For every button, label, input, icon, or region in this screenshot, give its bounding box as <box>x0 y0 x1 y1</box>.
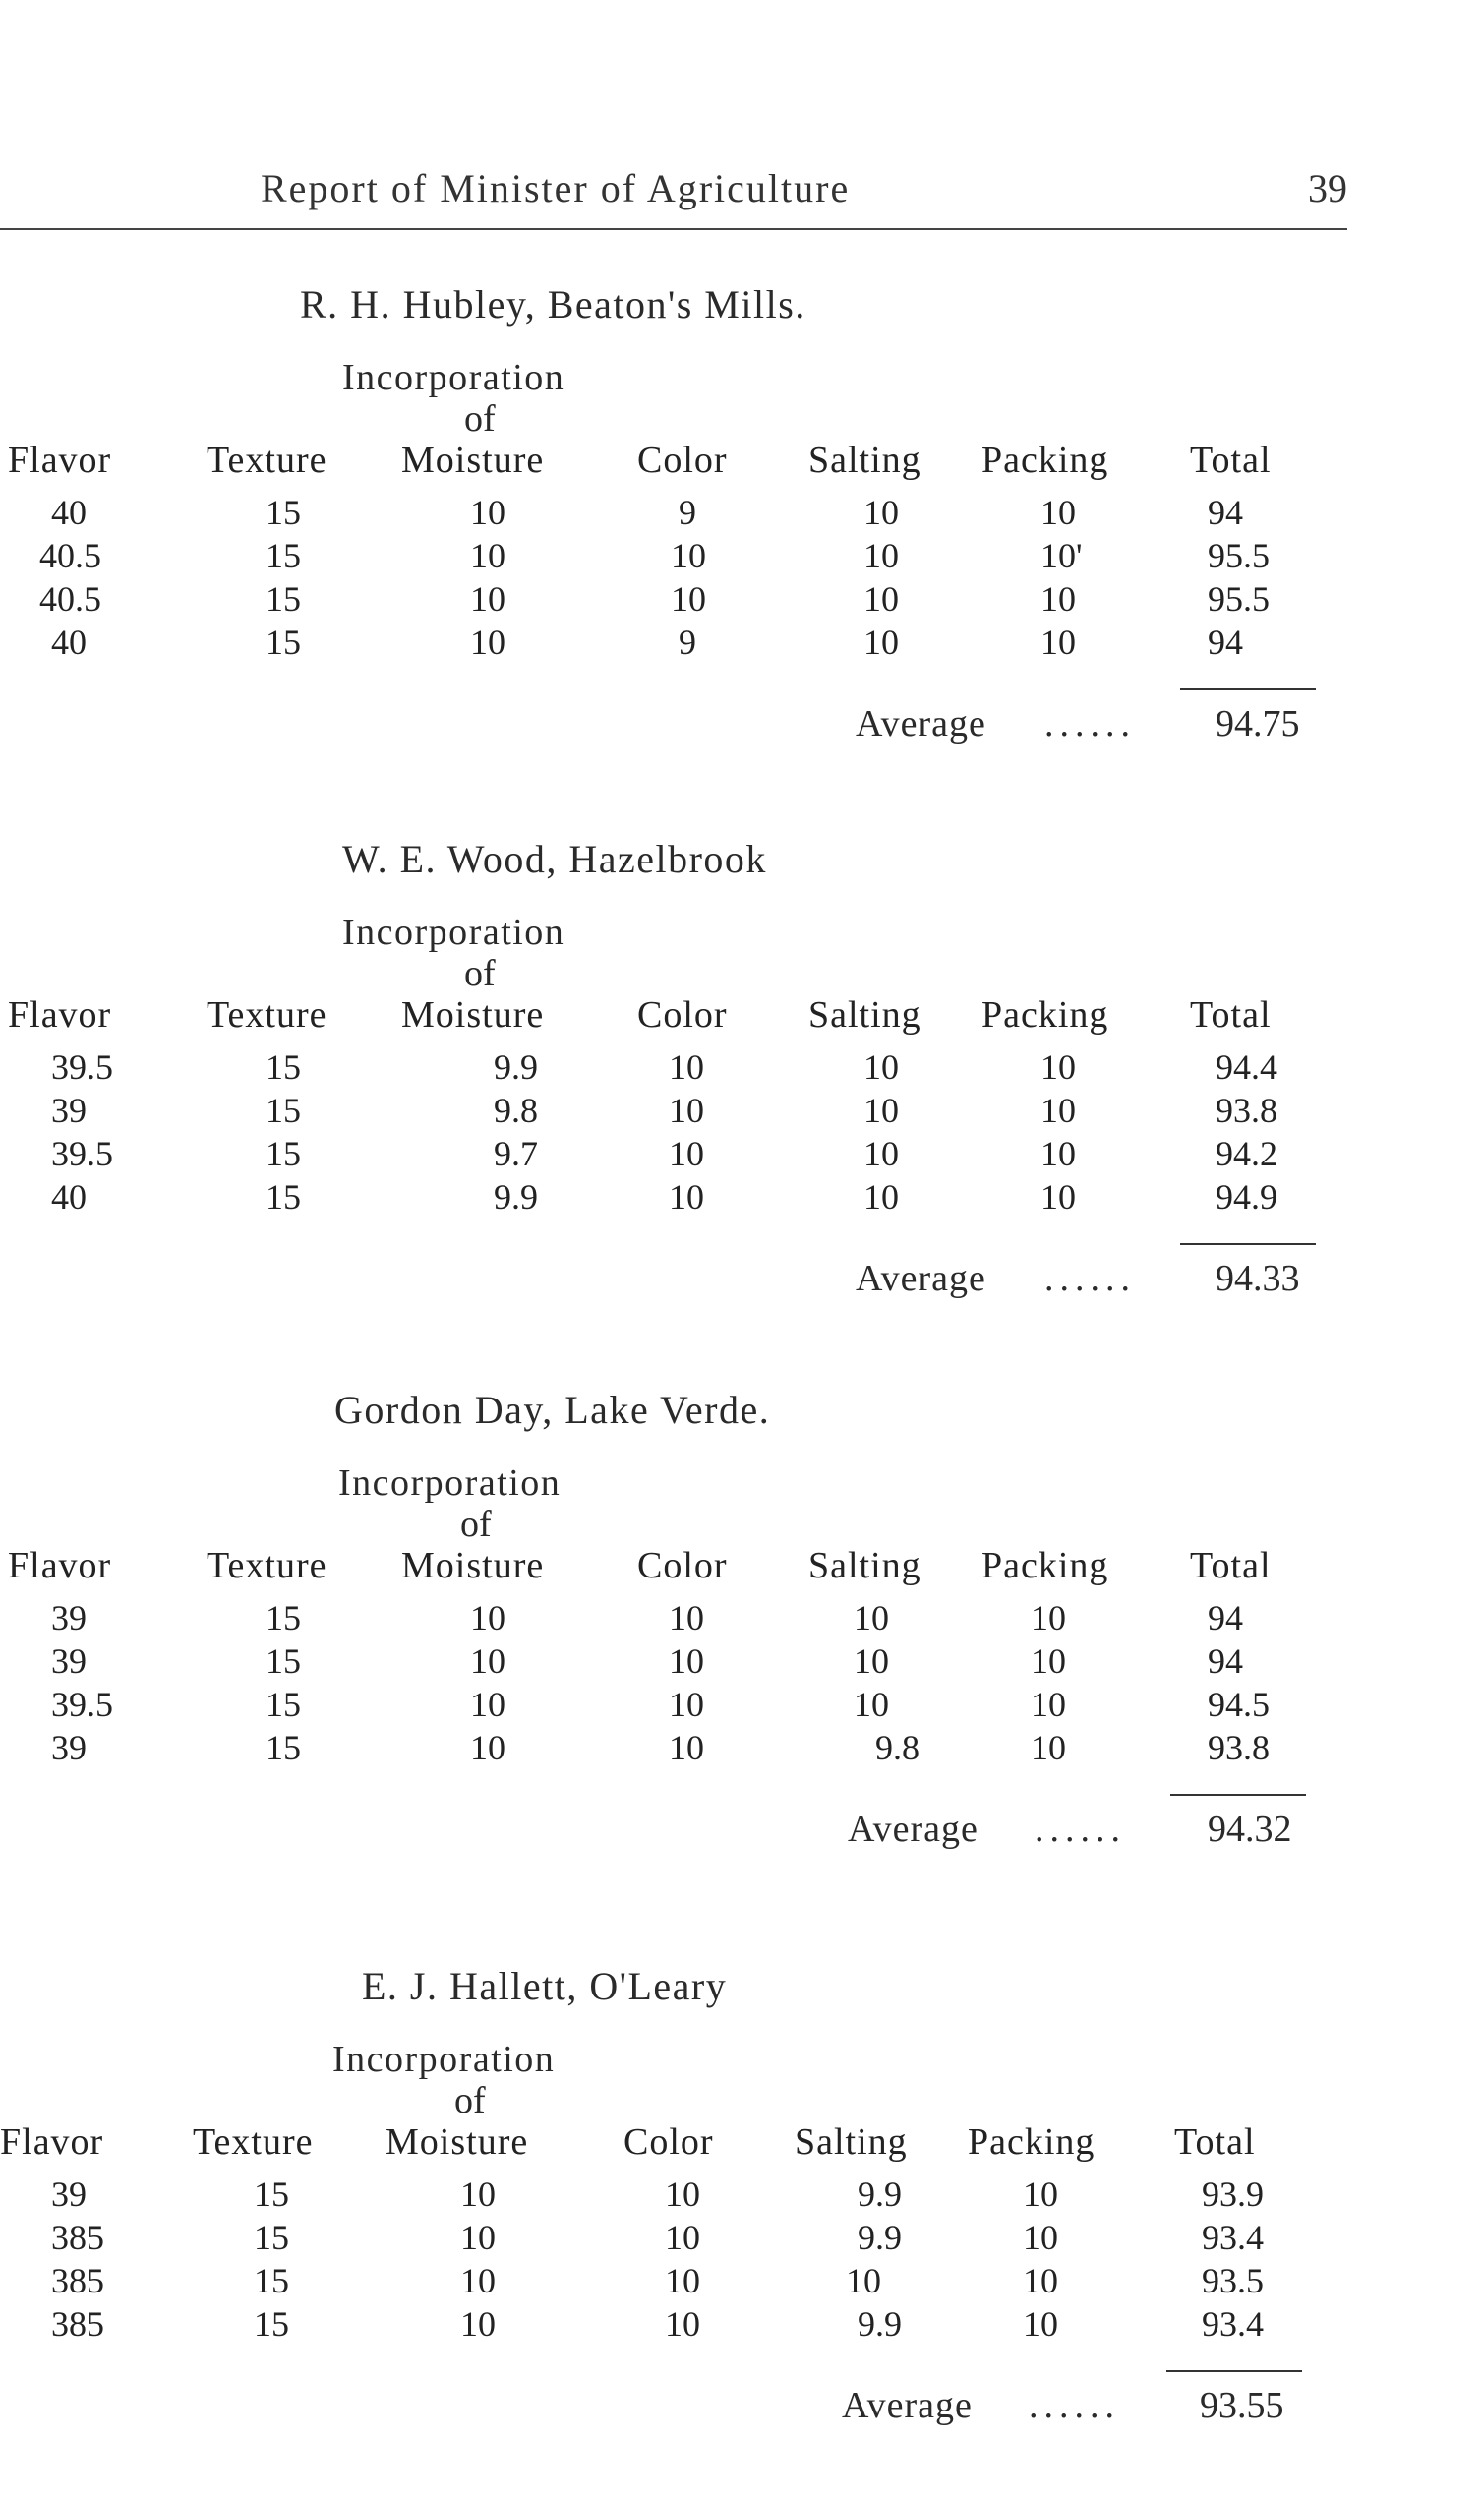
moisture-value: 9.7 <box>494 1134 538 1173</box>
packing-value: 10 <box>1023 2304 1058 2344</box>
header-salting: Salting <box>795 2121 908 2163</box>
flavor-value: 39 <box>51 1598 87 1637</box>
packing-value: 10 <box>1040 493 1076 532</box>
packing-value: 10 <box>1031 1728 1066 1767</box>
header-texture: Texture <box>207 994 327 1036</box>
header-packing: Packing <box>981 994 1109 1036</box>
table-row <box>0 1640 1484 1684</box>
moisture-value: 10 <box>460 2218 496 2257</box>
moisture-value: 9.8 <box>494 1091 538 1130</box>
salting-value: 10 <box>863 536 899 575</box>
header-moisture: Moisture <box>401 440 545 481</box>
section-title: W. E. Wood, Hazelbrook <box>342 837 767 881</box>
table-row <box>0 492 1484 535</box>
flavor-value: 385 <box>51 2261 104 2300</box>
flavor-value: 385 <box>51 2218 104 2257</box>
packing-value: 10 <box>1023 2218 1058 2257</box>
packing-value: 10 <box>1031 1641 1066 1681</box>
score-table-day <box>0 1387 1484 1859</box>
texture-value: 15 <box>266 1641 301 1681</box>
header-total: Total <box>1190 1545 1272 1586</box>
packing-value: 10 <box>1040 579 1076 619</box>
salting-value: 10 <box>854 1598 889 1637</box>
flavor-value: 39 <box>51 1091 87 1130</box>
texture-value: 15 <box>266 1728 301 1767</box>
table-row <box>0 1133 1484 1176</box>
table-row <box>0 535 1484 578</box>
moisture-value: 10 <box>460 2304 496 2344</box>
salting-value: 9.8 <box>875 1728 920 1767</box>
section-title: R. H. Hubley, Beaton's Mills. <box>300 282 806 327</box>
salting-value: 10 <box>863 623 899 662</box>
color-value: 10 <box>669 1685 704 1724</box>
salting-value: 10 <box>863 1134 899 1173</box>
packing-value: 10 <box>1040 1091 1076 1130</box>
color-value: 10 <box>669 1728 704 1767</box>
color-value: 9 <box>679 493 696 532</box>
texture-value: 15 <box>266 623 301 662</box>
salting-value: 10 <box>863 579 899 619</box>
score-table-hubley <box>0 281 1484 753</box>
color-value: 10 <box>669 1091 704 1130</box>
moisture-value: 10 <box>470 536 505 575</box>
flavor-value: 39 <box>51 1728 87 1767</box>
texture-value: 15 <box>266 1047 301 1087</box>
salting-value: 10 <box>854 1641 889 1681</box>
header-of: of <box>464 398 496 440</box>
texture-value: 15 <box>266 493 301 532</box>
flavor-value: 40 <box>51 623 87 662</box>
moisture-value: 10 <box>470 1641 505 1681</box>
total-value: 94 <box>1208 1641 1243 1681</box>
total-value: 94 <box>1208 493 1243 532</box>
total-value: 93.9 <box>1202 2174 1264 2214</box>
header-packing: Packing <box>981 1545 1109 1586</box>
salting-value: 10 <box>863 1091 899 1130</box>
header-flavor: Flavor <box>8 994 112 1036</box>
flavor-value: 385 <box>51 2304 104 2344</box>
header-total: Total <box>1190 440 1272 481</box>
total-value: 93.8 <box>1208 1728 1270 1767</box>
texture-value: 15 <box>266 1685 301 1724</box>
texture-value: 15 <box>266 536 301 575</box>
header-texture: Texture <box>193 2121 314 2163</box>
header-of: of <box>454 2080 486 2121</box>
header-texture: Texture <box>207 1545 327 1586</box>
average-dots: ...... <box>1044 1258 1136 1299</box>
header-rule <box>0 228 1347 230</box>
moisture-value: 10 <box>470 579 505 619</box>
table-row <box>0 1727 1484 1770</box>
table-row <box>0 2303 1484 2347</box>
total-value: 95.5 <box>1208 579 1270 619</box>
header-incorporation: Incorporation <box>332 2039 556 2080</box>
total-value: 94.4 <box>1216 1047 1277 1087</box>
flavor-value: 39.5 <box>51 1685 113 1724</box>
column-header-row <box>0 2120 1484 2164</box>
color-value: 10 <box>669 1641 704 1681</box>
salting-value: 9.9 <box>858 2218 902 2257</box>
average-dots: ...... <box>1044 703 1136 744</box>
header-salting: Salting <box>808 994 921 1036</box>
flavor-value: 40 <box>51 1177 87 1217</box>
total-value: 94 <box>1208 1598 1243 1637</box>
table-row <box>0 622 1484 665</box>
texture-value: 15 <box>254 2304 289 2344</box>
packing-value: 10 <box>1040 1047 1076 1087</box>
total-value: 94.9 <box>1216 1177 1277 1217</box>
total-value: 95.5 <box>1208 536 1270 575</box>
flavor-value: 39 <box>51 1641 87 1681</box>
total-rule <box>1180 688 1316 690</box>
flavor-value: 40.5 <box>39 536 101 575</box>
salting-value: 10 <box>846 2261 881 2300</box>
header-color: Color <box>637 440 728 481</box>
color-value: 10 <box>665 2218 700 2257</box>
color-value: 9 <box>679 623 696 662</box>
table-row <box>0 2217 1484 2260</box>
texture-value: 15 <box>266 1091 301 1130</box>
table-row <box>0 1090 1484 1133</box>
average-dots: ...... <box>1029 2385 1120 2426</box>
flavor-value: 39 <box>51 2174 87 2214</box>
score-table-wood <box>0 836 1484 1308</box>
header-total: Total <box>1174 2121 1256 2163</box>
total-rule <box>1166 2370 1302 2372</box>
salting-value: 10 <box>863 1177 899 1217</box>
section-title: E. J. Hallett, O'Leary <box>362 1964 728 2008</box>
packing-value: 10 <box>1040 1134 1076 1173</box>
table-row <box>0 578 1484 622</box>
header-color: Color <box>637 1545 728 1586</box>
salting-value: 10 <box>854 1685 889 1724</box>
header-texture: Texture <box>207 440 327 481</box>
color-value: 10 <box>665 2261 700 2300</box>
moisture-value: 10 <box>470 1598 505 1637</box>
table-row <box>0 1597 1484 1640</box>
salting-value: 10 <box>863 1047 899 1087</box>
texture-value: 15 <box>266 1177 301 1217</box>
header-moisture: Moisture <box>386 2121 529 2163</box>
salting-value: 9.9 <box>858 2174 902 2214</box>
header-incorporation: Incorporation <box>342 357 565 398</box>
header-of: of <box>460 1504 492 1545</box>
moisture-value: 10 <box>470 1685 505 1724</box>
average-label: Average <box>856 703 986 744</box>
flavor-value: 40 <box>51 493 87 532</box>
total-value: 94.5 <box>1208 1685 1270 1724</box>
column-header-row <box>0 439 1484 482</box>
color-value: 10 <box>665 2304 700 2344</box>
header-color: Color <box>623 2121 714 2163</box>
score-table-hallett <box>0 1963 1484 2435</box>
table-row <box>0 2260 1484 2303</box>
average-label: Average <box>842 2385 973 2426</box>
flavor-value: 39.5 <box>51 1134 113 1173</box>
header-color: Color <box>637 994 728 1036</box>
header-incorporation: Incorporation <box>338 1462 562 1504</box>
average-label: Average <box>856 1258 986 1299</box>
moisture-value: 10 <box>470 623 505 662</box>
moisture-value: 10 <box>470 1728 505 1767</box>
total-rule <box>1180 1243 1316 1245</box>
color-value: 10 <box>669 1177 704 1217</box>
header-flavor: Flavor <box>8 440 112 481</box>
header-incorporation: Incorporation <box>342 912 565 953</box>
average-dots: ...... <box>1035 1809 1126 1850</box>
running-title: Report of Minister of Agriculture <box>261 166 851 210</box>
header-of: of <box>464 953 496 994</box>
header-flavor: Flavor <box>8 1545 112 1586</box>
packing-value: 10 <box>1031 1685 1066 1724</box>
texture-value: 15 <box>266 1134 301 1173</box>
table-row <box>0 1684 1484 1727</box>
color-value: 10 <box>665 2174 700 2214</box>
packing-value: 10 <box>1040 1177 1076 1217</box>
header-packing: Packing <box>968 2121 1096 2163</box>
flavor-value: 40.5 <box>39 579 101 619</box>
average-value: 93.55 <box>1200 2385 1284 2426</box>
table-row <box>0 2173 1484 2217</box>
flavor-value: 39.5 <box>51 1047 113 1087</box>
color-value: 10 <box>671 536 706 575</box>
average-value: 94.75 <box>1216 703 1300 744</box>
average-label: Average <box>848 1809 979 1850</box>
total-value: 94 <box>1208 623 1243 662</box>
total-value: 93.4 <box>1202 2218 1264 2257</box>
average-value: 94.33 <box>1216 1258 1300 1299</box>
salting-value: 10 <box>863 493 899 532</box>
header-moisture: Moisture <box>401 994 545 1036</box>
moisture-value: 10 <box>460 2174 496 2214</box>
color-value: 10 <box>671 579 706 619</box>
total-value: 93.8 <box>1216 1091 1277 1130</box>
column-header-row <box>0 993 1484 1037</box>
color-value: 10 <box>669 1134 704 1173</box>
page-header <box>0 165 1347 224</box>
average-value: 94.32 <box>1208 1809 1292 1850</box>
table-row <box>0 1176 1484 1220</box>
total-value: 93.4 <box>1202 2304 1264 2344</box>
texture-value: 15 <box>266 1598 301 1637</box>
column-header-row <box>0 1544 1484 1587</box>
header-salting: Salting <box>808 440 921 481</box>
header-packing: Packing <box>981 440 1109 481</box>
packing-value: 10' <box>1040 536 1083 575</box>
texture-value: 15 <box>266 579 301 619</box>
texture-value: 15 <box>254 2174 289 2214</box>
header-flavor: Flavor <box>0 2121 104 2163</box>
moisture-value: 9.9 <box>494 1047 538 1087</box>
total-value: 93.5 <box>1202 2261 1264 2300</box>
color-value: 10 <box>669 1047 704 1087</box>
texture-value: 15 <box>254 2261 289 2300</box>
total-value: 94.2 <box>1216 1134 1277 1173</box>
packing-value: 10 <box>1023 2174 1058 2214</box>
packing-value: 10 <box>1023 2261 1058 2300</box>
header-salting: Salting <box>808 1545 921 1586</box>
table-row <box>0 1046 1484 1090</box>
section-title: Gordon Day, Lake Verde. <box>334 1388 771 1432</box>
salting-value: 9.9 <box>858 2304 902 2344</box>
header-moisture: Moisture <box>401 1545 545 1586</box>
moisture-value: 9.9 <box>494 1177 538 1217</box>
texture-value: 15 <box>254 2218 289 2257</box>
color-value: 10 <box>669 1598 704 1637</box>
moisture-value: 10 <box>460 2261 496 2300</box>
page-number: 39 <box>1308 166 1347 210</box>
header-total: Total <box>1190 994 1272 1036</box>
total-rule <box>1170 1794 1306 1796</box>
packing-value: 10 <box>1040 623 1076 662</box>
moisture-value: 10 <box>470 493 505 532</box>
packing-value: 10 <box>1031 1598 1066 1637</box>
